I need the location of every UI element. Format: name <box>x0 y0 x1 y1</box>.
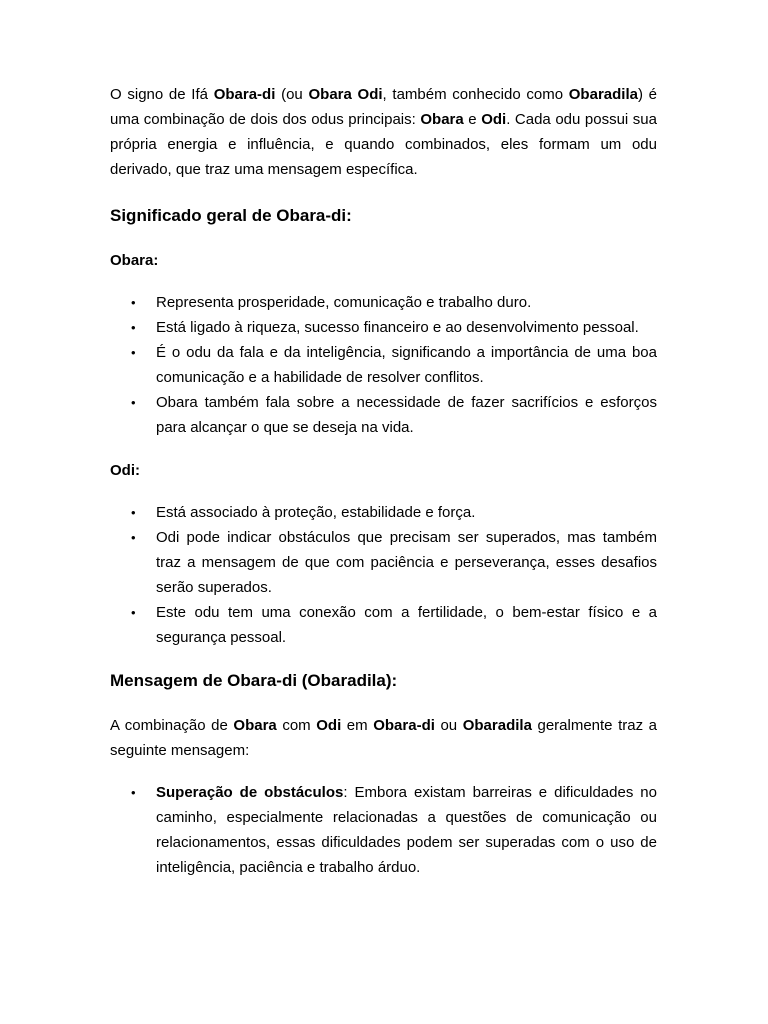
subheading-obara: Obara: <box>110 252 159 269</box>
list-item: • Obara também fala sobre a necessidade de fazer sacrifícios e esforços para alcançar o que se deseja na vida. <box>110 390 657 440</box>
intro-text: (ou <box>275 86 309 103</box>
message-bold-term: Odi <box>316 717 342 734</box>
intro-bold-term: Obara <box>420 111 464 128</box>
list-item: • Este odu tem uma conexão com a fertilidade, o bem-estar físico e a segurança pessoal. <box>110 600 657 650</box>
intro-paragraph <box>110 82 657 182</box>
section-heading-significado: Significado geral de Obara-di: <box>110 206 352 225</box>
message-bold-term: Obara <box>233 717 277 734</box>
message-list <box>110 780 657 880</box>
list-item <box>110 780 657 880</box>
intro-text: . Cada odu possui sua própria energia e influência, e quando combinados, eles formam um odu derivado, que traz uma mensagem específica. <box>110 111 657 178</box>
list-item: • Representa prosperidade, comunicação e trabalho duro. <box>110 290 657 315</box>
intro-bold-term: Obara-di <box>213 86 276 103</box>
list-item: • Está associado à proteção, estabilidade e força. <box>110 500 657 525</box>
intro-text: , também conhecido como <box>382 86 569 103</box>
list-item: • Odi pode indicar obstáculos que precisam ser superados, mas também traz a mensagem de que com paciência e perseverança, esses desafios serão superados. <box>110 525 657 600</box>
obara-list <box>110 290 657 440</box>
message-text: em <box>341 717 374 734</box>
intro-text: e <box>463 111 482 128</box>
message-text: A combinação de <box>110 717 234 734</box>
message-text: ou <box>434 717 463 734</box>
list-item: • Está ligado à riqueza, sucesso financeiro e ao desenvolvimento pessoal. <box>110 315 657 340</box>
message-text: com <box>276 717 317 734</box>
intro-text: ) é uma combinação de dois dos odus principais: <box>110 86 658 128</box>
intro-bold-term: Obaradila <box>568 86 638 103</box>
odi-list <box>110 500 657 650</box>
intro-bold-term: Obara Odi <box>308 86 383 103</box>
list-item: • É o odu da fala e da inteligência, significando a importância de uma boa comunicação e a habilidade de resolver conflitos. <box>110 340 657 390</box>
intro-bold-term: Odi <box>481 111 507 128</box>
intro-text: O signo de Ifá <box>110 86 214 103</box>
message-bold-term: Obara-di <box>373 717 435 734</box>
list-item-text: : Embora existam barreiras e dificuldades no caminho, especialmente relacionadas a questões de comunicação ou relacionamentos, essas dificuldades podem ser superadas com o uso de inteligência, paciência e trabalho árduo. <box>156 784 657 876</box>
section-heading-mensagem: Mensagem de Obara-di (Obaradila): <box>110 671 398 690</box>
message-bold-term: Obaradila <box>462 717 532 734</box>
message-text: geralmente traz a seguinte mensagem: <box>110 717 657 759</box>
subheading-odi: Odi: <box>110 462 140 479</box>
list-item-title: Superação de obstáculos <box>156 784 344 801</box>
message-intro-paragraph <box>110 713 657 763</box>
document-page <box>110 82 657 898</box>
